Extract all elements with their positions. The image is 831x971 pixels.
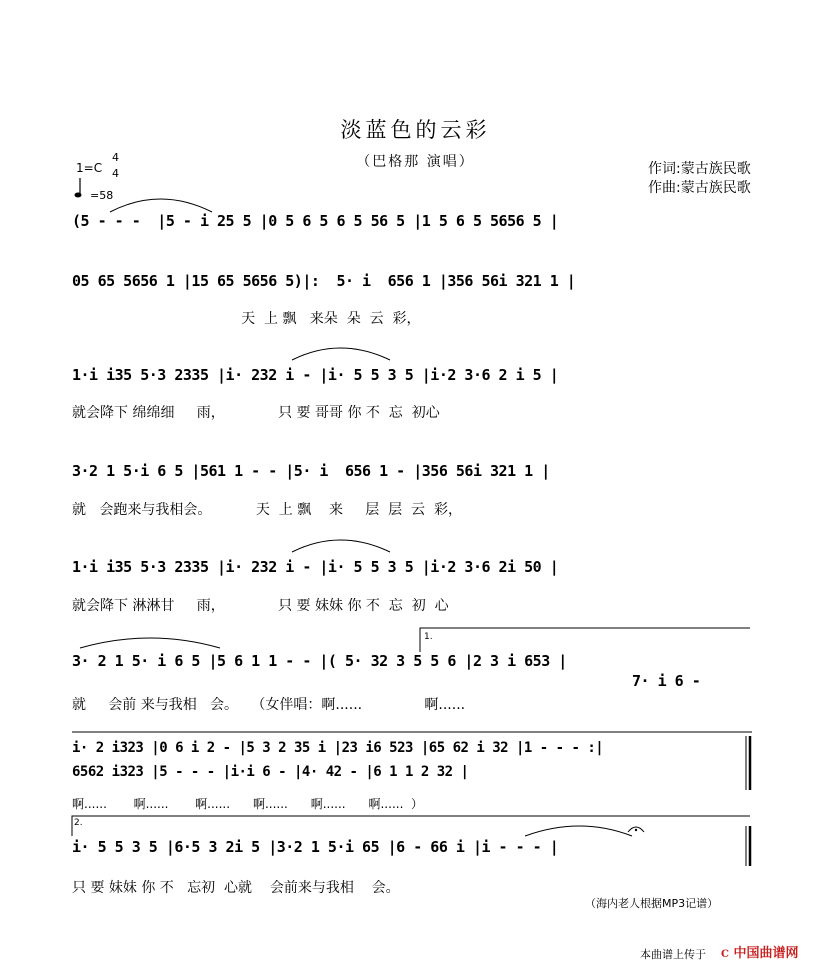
tempo-marking: =58 — [90, 189, 114, 202]
composer-credit: 作曲:蒙古族民歌 — [648, 180, 751, 196]
score-row-3-notes: 1·i i35 5·3 2335 |i· 232 i - |i· 5 5 3 5 |i·2 3·6 2 i 5 | — [72, 366, 559, 384]
time-signature-bottom: 4 — [112, 167, 119, 180]
score-row-5-notes: 1·i i35 5·3 2335 |i· 232 i - |i· 5 5 3 5 |i·2 3·6 2i 50 | — [72, 558, 559, 576]
score-row-5-lyrics: 就会降下 淋淋甘 雨， 只 要 妹妹 你 不 忘 初 心 — [72, 598, 449, 614]
time-signature-top: 4 — [112, 151, 119, 164]
site-logo[interactable] — [721, 942, 799, 961]
score-row-8-notes: i· 5 5 3 5 |6·5 3 2i 5 |3·2 1 5·i 65 |6 - 66 i |i - - - | — [72, 838, 559, 856]
page-subtitle: （巴格那 演唱） — [356, 154, 475, 170]
score-row-6-lyrics: 就 会前 来与我相 会。 （女伴唱：啊...... 啊...... — [72, 697, 466, 713]
score-row-4-notes: 3·2 1 5·i 6 5 |561 1 - - |5· i 656 1 - |356 56i 321 1 | — [72, 462, 550, 480]
volta-2-label: 2. — [74, 818, 83, 828]
score-row-2-lyrics: 天 上 飘 来朵 朵 云 彩， — [72, 311, 421, 327]
score-row-1-notes: (5 - - - |5 - i 25 5 |0 5 6 5 6 5 56 5 |1 5 6 5 5656 5 | — [72, 212, 559, 230]
volta-1-label: 1. — [424, 632, 433, 642]
score-row-6-lower-notes: 7· i 6 - — [632, 672, 701, 690]
key-signature: 1=C — [76, 161, 103, 175]
page-title: 淡蓝色的云彩 — [340, 118, 491, 142]
score-row-6-notes: 3· 2 1 5· i 6 5 |5 6 1 1 - - |( 5· 32 3 5 5 6 |2 3 i 653 | — [72, 652, 567, 670]
upload-note: 本曲谱上传于 — [640, 948, 706, 961]
score-row-8-lyrics: 只 要 妹妹 你 不 忘初 心就 会前来与我相 会。 — [72, 880, 400, 896]
transcription-note: （海内老人根据MP3记谱） — [585, 897, 719, 910]
score-row-3-lyrics: 就会降下 绵绵细 雨， 只 要 哥哥 你 不 忘 初心 — [72, 405, 440, 421]
score-row-7-lower-notes: 6562 i323 |5 - - - |i·i 6 - |4· 42 - |6 1 1 2 32 | — [72, 764, 469, 780]
score-row-4-lyrics: 就 会跑来与我相会。 天 上 飘 来 层 层 云 彩， — [72, 502, 462, 518]
score-row-7-lyrics: 啊...... 啊...... 啊...... 啊...... 啊...... 啊...... ） — [72, 797, 424, 811]
lyricist-credit: 作词:蒙古族民歌 — [648, 161, 751, 177]
score-row-2-notes: 05 65 5656 1 |15 65 5656 5)|: 5· i 656 1 |356 56i 321 1 | — [72, 272, 576, 290]
site-logo-mark: C — [721, 949, 729, 960]
score-row-7-upper-notes: i· 2 i323 |0 6 i 2 - |5 3 2 35 i |23 i6 523 |65 62 i 32 |1 - - - :| — [72, 740, 604, 756]
site-logo-text: 中国曲谱网 — [733, 946, 799, 961]
